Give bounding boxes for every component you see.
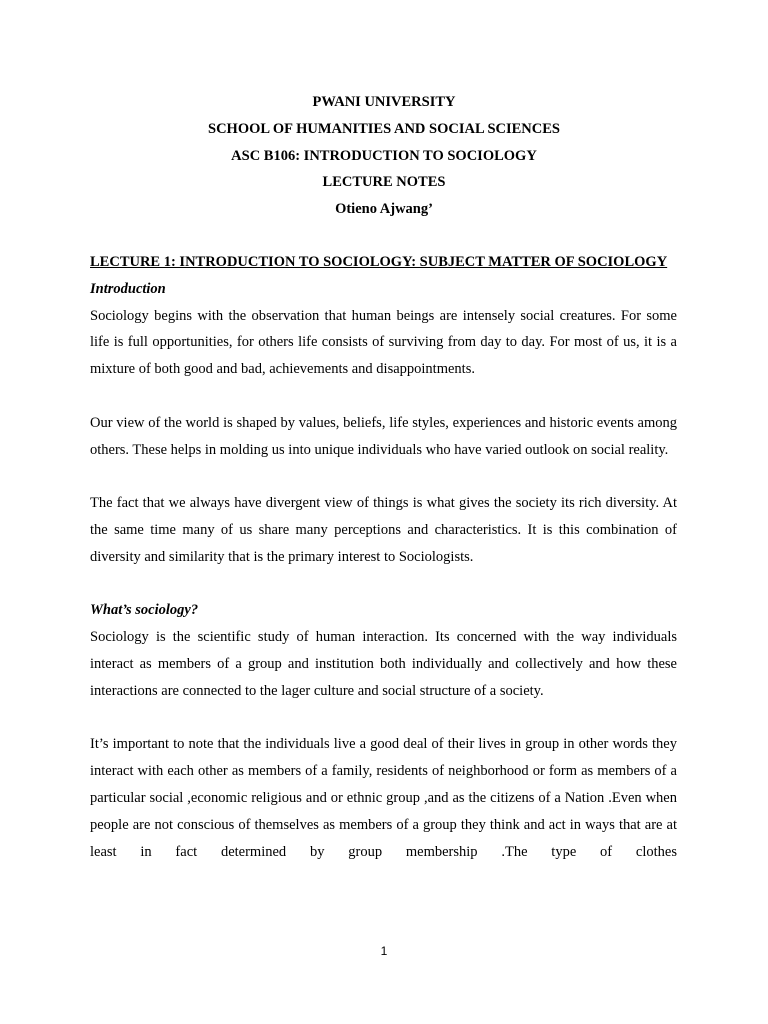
university-name: PWANI UNIVERSITY	[312, 94, 456, 110]
whats-sociology-heading: What’s sociology?	[90, 602, 199, 619]
school-name: SCHOOL OF HUMANITIES AND SOCIAL SCIENCES	[208, 120, 560, 137]
author-name: Otieno Ajwang’	[335, 201, 433, 218]
lecture-title: LECTURE 1: INTRODUCTION TO SOCIOLOGY: SUBJECT MATTER OF SOCIOLOGY	[90, 254, 668, 270]
introduction-paragraph-1: Sociology begins with the observation that human beings are intensely social creatures. For some life is full opportunities, for others life consists of surviving from day to day. For most of us, it is a mixture of both good and bad, achievements and disappointments.	[90, 307, 677, 378]
whats-sociology-paragraph-1: Sociology is the scientific study of human interaction. Its concerned with the way individuals interact as members of a group and institution both individually and collectively and how these interactions are connected to the lager culture and social structure of a society.	[90, 629, 677, 699]
introduction-heading: Introduction	[90, 280, 166, 297]
document-type: LECTURE NOTES	[322, 174, 446, 191]
page-number: 1	[380, 944, 388, 958]
introduction-paragraph-2: Our view of the world is shaped by values, beliefs, life styles, experiences and historic events among others. These helps in molding us into unique individuals who have varied outlook on social reality.	[90, 414, 677, 458]
document-header	[90, 89, 678, 223]
course-title: ASC B106: INTRODUCTION TO SOCIOLOGY	[231, 147, 537, 164]
introduction-paragraph-3: The fact that we always have divergent view of things is what gives the society its rich diversity. At the same time many of us share many perceptions and characteristics. It is this combination of diversity and similarity that is the primary interest to Sociologists.	[90, 495, 677, 565]
document-body	[90, 249, 677, 865]
whats-sociology-paragraph-2: It’s important to note that the individuals live a good deal of their lives in group in other words they interact with each other as members of a family, residents of neighborhood or form as members of a particular social ,economic religious and or ethnic group ,and as the citizens of a Nation .Even when people are not conscious of themselves as members of a group they think and act in ways that are at least in fact determined by group membership .The type of clothes	[90, 736, 677, 860]
